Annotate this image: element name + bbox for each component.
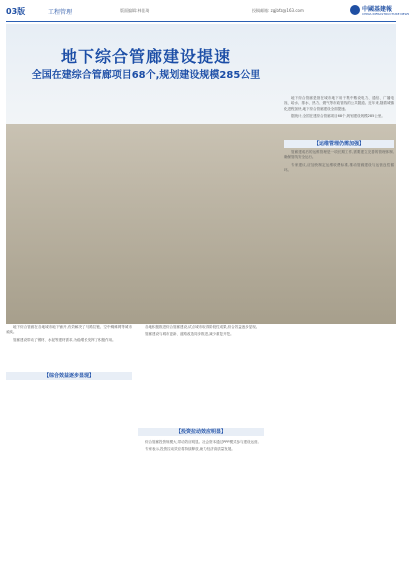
article-operation [284, 150, 394, 176]
paragraph: 管廊建设带动了钢材、水泥等建材需求,为稳增长发挥了积极作用。 [13, 337, 116, 342]
logo-en: CHINA INFRASTRUCTURE NEWS [362, 12, 409, 16]
headline: 地下综合管廊建设提速 [60, 47, 231, 66]
contribute-email: 投稿邮箱: zgjbfz@163.com [252, 8, 304, 13]
paragraph: 专家建议,应加快制定运维收费标准,推动管廊建设与运营良性循环。 [284, 162, 394, 173]
subheadline: 全国在建综合管廊项目68个,规划建设规模285公里 [31, 70, 261, 81]
paragraph: 地下综合管廊是指在城市地下用于集中敷设电力、通信、广播电视、给水、排水、热力、燃气等市政管线的公共隧道。近年来,随着城镇化进程加快,地下综合管廊建设全面提速。 [284, 96, 394, 111]
header-rule [6, 21, 396, 22]
logo-cn: 中國基建報 [362, 6, 393, 13]
article-col-3 [138, 440, 264, 455]
page-tag: 03版 [6, 7, 26, 16]
paragraph: 据统计,全国在建综合管廊项目68个,规划建设规模285公里。 [291, 114, 385, 119]
section-title-investment: 【投资拉动效应明显】 [138, 428, 264, 436]
paragraph: 管廊建设与城市更新、道路改造同步推进,减少重复开挖。 [145, 332, 234, 337]
paragraph: 综合管廊投资规模大,带动效应明显。社会资本通过PPP模式参与建设运营。 [145, 440, 261, 444]
logo-mark-icon [350, 5, 360, 15]
paragraph: 各地积极推进综合管廊建设,试点城市取得阶段性成果,综合效益逐步显现。 [145, 325, 260, 329]
paragraph: 地下综合管廊在各地城市地下铺开,有效解决了马路拉链、空中蜘蛛网等城市顽疾。 [6, 325, 132, 335]
paragraph: 专家表示,投资拉动效应将持续释放,助力经济高质量发展。 [145, 447, 235, 452]
editor-credit: 版面编辑:林佳琦 [120, 8, 150, 13]
paragraph: 管廊建成后的运维管理是一项长期工作,需要建立完善的管理体制,确保管线安全运行。 [284, 150, 394, 160]
section-title-progress: 【综合效益逐步显现】 [6, 372, 132, 380]
article-top-right [284, 96, 394, 122]
page-section: 工程管理 [48, 9, 73, 16]
section-title-operation: 【运维管理仍需加强】 [284, 140, 394, 148]
article-col-2 [138, 325, 264, 340]
article-col-1 [6, 325, 132, 345]
newspaper-logo [350, 3, 409, 19]
